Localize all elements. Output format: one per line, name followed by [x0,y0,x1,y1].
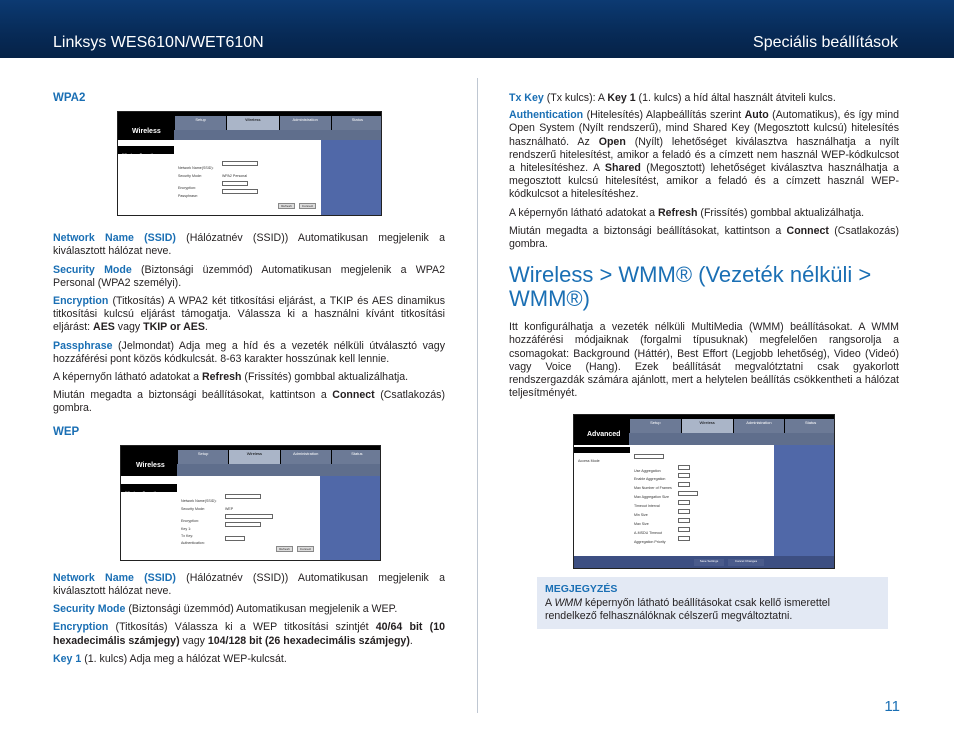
section-label: Wireless Security [118,146,174,154]
wpa2-ssid-paragraph: Network Name (SSID) (Hálózatnév (SSID)) Automatikusan megjelenik a kiválasztott hálózat neve. [53,232,445,258]
wpa2-security-mode-paragraph: Security Mode (Biztonsági üzemmód) Automatikusan megjelenik a WPA2 Personal (WPA2 személyi). [53,263,445,289]
wep-screenshot: Wireless Setup Wireless Administration Status Wireless Security Network Name(SSID): Security Mode: WEP Encryption: Key 1: Tx Key: Authentication: Refresh Connect [120,445,381,561]
section-label: Wireless Security [121,484,177,492]
authentication-paragraph: Authentication (Hitelesítés) Alapbeállítás szerint Auto (Automatikus), és így mind Open System (Nyílt rendszerű), mind Shared Key (Megosztott kulcsú) hitelesítés használható. Az Open (Nyílt) lehetőséget kiválasztva használhatja a nyílt rendszerű hitelesítést, amikor a feladó és a címzett nem használ WEP-kódkulcsot a hitelesítéshez. A Shared (Megosztott) lehetőséget kiválasztva használhatja a megosztott kulcsú hitelesítést, amikor a feladó és a címzett használ WEP-kódkulcsot a hitelesítéshez. [509,109,899,201]
tab-administration: Administration [279,116,331,130]
tab-setup: Setup [629,419,681,433]
wmm-heading: Wireless > WMM® (Vezeték nélküli > WMM®) [509,262,872,312]
wmm-screenshot: Advanced Setup Wireless Administration Status WMM Access Mode Use Aggregation Enable Aggregation Max Number of Frames Max Aggregation Size Timeout Interval Min Size Max Size A-MSDU Timeout Aggregation Priority Save Settings Cancel Changes [573,414,835,569]
tab-administration: Administration [280,450,331,464]
tab-wireless: Wireless [226,116,278,130]
wep-ssid-paragraph: Network Name (SSID) (Hálózatnév (SSID)) Automatikusan megjelenik a kiválasztott hálózat neve. [53,571,445,598]
note-text: A WMM képernyőn látható beállításokat csak kellő ismerettel rendelkező felhasználóknak célszerű megváltoztatni. [545,597,831,623]
tab-setup: Setup [177,450,228,464]
product-title: Linksys WES610N/WET610N [53,34,264,51]
refresh-paragraph: A képernyőn látható adatokat a Refresh (Frissítés) gombbal aktualizálhatja. [509,206,865,219]
connect-paragraph: Miután megadta a biztonsági beállításokat, kattintson a Connect (Csatlakozás) gombra. [509,224,900,251]
wpa2-heading: WPA2 [53,92,86,104]
wpa2-connect-paragraph: Miután megadta a biztonsági beállításokat, kattintson a Connect (Csatlakozás) gombra. [53,389,446,415]
section-label: WMM [574,447,630,453]
note-box [537,577,888,629]
wpa2-screenshot: Wireless Setup Wireless Administration Status Wireless Security Network Name(SSID): Security Mode: WPA2 Personal Encryption: Passphrase: Refresh Connect [117,111,382,216]
tab-status: Status [784,419,835,433]
tab-wireless: Wireless [228,450,279,464]
wpa2-encryption-paragraph: Encryption (Titkosítás) A WPA2 két titkosítási eljárást, a TKIP és AES dinamikus titkosítási kulcsú eljárást támogatja. Válassza ki a használni kívánt titkosítási eljárást: AES vagy TKIP or AES. [53,295,445,334]
right-column [509,92,899,569]
tab-wireless: Wireless [681,419,733,433]
wpa2-refresh-paragraph: A képernyőn látható adatokat a Refresh (Frissítés) gombbal aktualizálhatja. [53,371,409,384]
wpa2-passphrase-paragraph: Passphrase (Jelmondat) Adja meg a híd és a vezeték nélküli útválasztó vagy hozzáférési pont közös kódkulcsát. 8-63 karakter hosszúnak kell lennie. [53,339,445,365]
page-number: 11 [884,698,900,715]
column-divider [477,78,478,713]
wep-security-mode-paragraph: Security Mode (Biztonsági üzemmód) Automatikusan megjelenik a WEP. [53,603,398,616]
tab-administration: Administration [733,419,785,433]
txkey-paragraph: Tx Key (Tx kulcs): A Key 1 (1. kulcs) a híd által használt átviteli kulcs. [509,92,836,104]
page-header [0,0,954,58]
wep-heading: WEP [53,425,80,438]
tab-status: Status [331,450,381,464]
left-column [53,92,445,671]
tab-setup: Setup [174,116,226,130]
wep-key1-paragraph: Key 1 (1. kulcs) Adja meg a hálózat WEP-kulcsát. [53,652,287,665]
cancel-changes-button: Cancel Changes [728,559,764,566]
wmm-intro-paragraph: Itt konfigurálhatja a vezeték nélküli MultiMedia (WMM) beállításokat. A WMM hozzáférési módjaiknak (forgalmi típusuknak) megfelelően rangsorolja a csomagokat: Background (Háttér), Best Effort (Legjobb lehetőség), Video (Videó) vagy Voice (Hang). Ezek beállítását megvalótztatni csak gyakorlott rendszergazdák számára ajánlott, mert a helytelen beállítás csökkentheti a hálózat teljesítményét. [509,321,899,400]
screenshot-brand: Advanced [587,431,621,439]
tab-status: Status [331,116,382,130]
note-heading: MEGJEGYZÉS [545,583,618,595]
section-title: Speciális beállítások [753,34,898,51]
save-settings-button: Save Settings [694,559,724,566]
screenshot-brand: Wireless [132,128,161,136]
screenshot-brand: Wireless [136,461,165,469]
wep-encryption-paragraph: Encryption (Titkosítás) Válassza ki a WEP titkosítási szintjét 40/64 bit (10 hexadecimális számjegy) vagy 104/128 bit (26 hexadecimális számjegy). [53,621,445,647]
